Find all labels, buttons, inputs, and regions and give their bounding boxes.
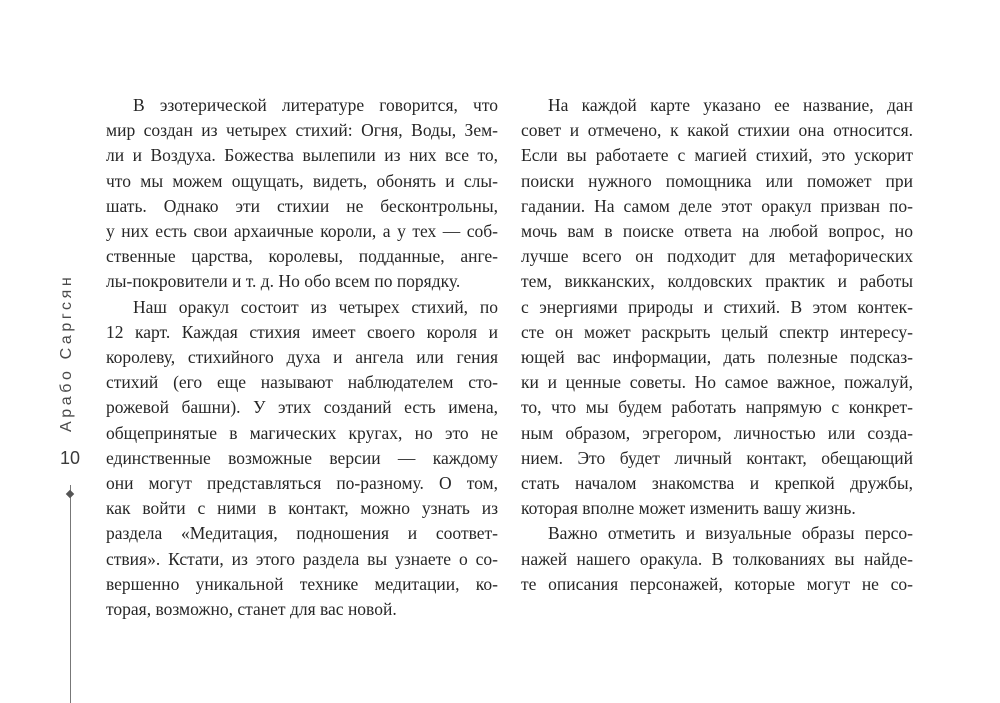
text-line: тем, викканских, колдовских практик и работы (521, 271, 913, 292)
text-line: то, что мы будем работать напрямую с конкрет- (521, 397, 913, 418)
text-line: раздела «Медитация, подношения и соответ- (106, 523, 498, 544)
text-line: 12 карт. Каждая стихия имеет своего короля и (106, 321, 498, 342)
text-line: которая вполне может изменить вашу жизнь. (521, 498, 856, 519)
text-line: ки и ценные советы. Но самое важное, пожалуй, (521, 372, 913, 393)
text-line: королеву, стихийного духа и ангела или гения (106, 347, 498, 368)
text-line: у них есть свои архаичные короли, а у тех — соб- (106, 221, 498, 242)
text-line: общепринятые в магических кругах, но это не (106, 422, 498, 443)
text-line: Если вы работаете с магией стихий, это ускорит (521, 145, 913, 166)
text-line: гадании. На самом деле этот оракул призван по- (521, 195, 913, 216)
text-line: сте он может раскрыть целый спектр интересу- (521, 321, 913, 342)
text-line: ственные царства, королевы, подданные, анге- (106, 246, 498, 267)
right-text-column (521, 93, 913, 597)
text-line: стать началом знакомства и крепкой дружбы, (521, 473, 913, 494)
left-text-column (106, 93, 498, 622)
page-number: 10 (60, 448, 81, 468)
text-line: они могут представляться по-разному. О том, (106, 473, 498, 494)
diamond-ornament-icon (66, 490, 74, 498)
text-line: ствия». Кстати, из этого раздела вы узнаете о со- (106, 548, 498, 569)
text-line: торая, возможно, станет для вас новой. (106, 599, 397, 620)
text-line: стихий (его еще называют наблюдателем сто- (106, 372, 498, 393)
text-line: мир создан из четырех стихий: Огня, Воды, Зем- (106, 120, 498, 141)
text-line: с энергиями природы и стихий. В этом контек- (521, 296, 913, 317)
text-line: На каждой карте указано ее название, дан (548, 95, 913, 115)
text-line: В эзотерической литературе говорится, что (133, 95, 498, 115)
text-line: ным образом, эгрегором, личностью или созда- (521, 422, 913, 443)
text-line: мочь вам в поиске ответа на любой вопрос, но (521, 221, 913, 242)
text-line: лы-покровители и т. д. Но обо всем по порядку. (106, 271, 461, 292)
text-line: рожевой башни). У этих созданий есть имена, (106, 397, 498, 418)
text-line: нажей нашего оракула. В толкованиях вы найде- (521, 548, 913, 569)
text-line: те описания персонажей, которые могут не со- (521, 573, 913, 594)
author-name: Арабо Саргсян (58, 273, 75, 432)
text-line: что мы можем ощущать, видеть, обонять и слы- (106, 170, 498, 191)
text-line: как войти с ними в контакт, можно узнать из (106, 498, 498, 519)
text-line: единственные возможные версии — каждому (106, 447, 498, 468)
text-line: ющей вас информации, дать полезные подсказ- (521, 347, 913, 368)
text-line: совет и отмечено, к какой стихии она относится. (521, 120, 913, 141)
text-line: ли и Воздуха. Божества вылепили из них все то, (106, 145, 498, 166)
margin-rule (70, 500, 71, 703)
text-line: Важно отметить и визуальные образы персо- (548, 523, 913, 544)
text-line: поиски нужного помощника или поможет при (521, 170, 913, 191)
text-line: лучше всего он подходит для метафорических (521, 246, 913, 267)
text-line: шать. Однако эти стихии не бесконтрольны, (106, 195, 498, 216)
text-line: нием. Это будет личный контакт, обещающий (521, 447, 913, 468)
text-line: Наш оракул состоит из четырех стихий, по (133, 296, 498, 317)
text-line: вершенно уникальной технике медитации, ко- (106, 573, 498, 594)
